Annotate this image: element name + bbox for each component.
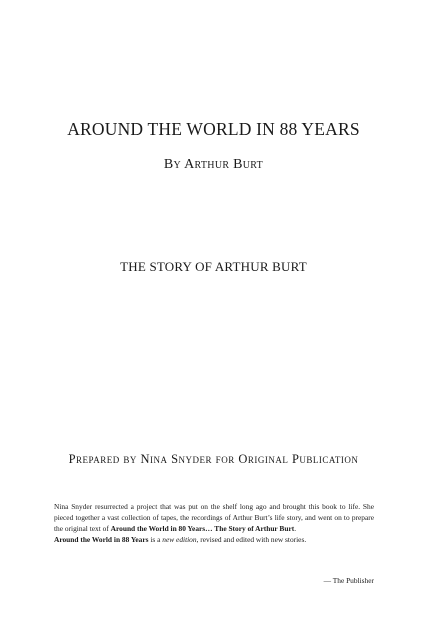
note-p1-text: Nina Snyder resurrected a project that was put on the shelf long ago and brought this book to life. She pieced together a vast collection of tapes, the recordings of Arthur Burt’s life story, and went on to prepare the original text of (54, 502, 374, 533)
publisher-attribution: — The Publisher (323, 576, 374, 585)
book-subtitle: THE STORY OF ARTHUR BURT (120, 259, 307, 274)
note-p1-bold-title: Around the World in 80 Years… The Story of Arthur Burt (110, 524, 295, 533)
note-p2-italic: new edition, (162, 535, 199, 544)
note-paragraph-1 (54, 501, 374, 534)
prepared-by-line: Prepared by Nina Snyder for Original Publication (68, 452, 359, 466)
note-p2-mid: is a (148, 535, 163, 544)
note-p1-end: . (294, 524, 297, 533)
book-title: AROUND THE WORLD IN 88 YEARS (67, 119, 360, 139)
author-byline: By Arthur Burt (163, 157, 264, 172)
note-p2-end: revised and edited with new stories. (198, 535, 307, 544)
note-p2-bold-title: Around the World in 88 Years (54, 535, 149, 544)
publisher-note (54, 501, 374, 545)
note-paragraph-2 (54, 534, 374, 545)
